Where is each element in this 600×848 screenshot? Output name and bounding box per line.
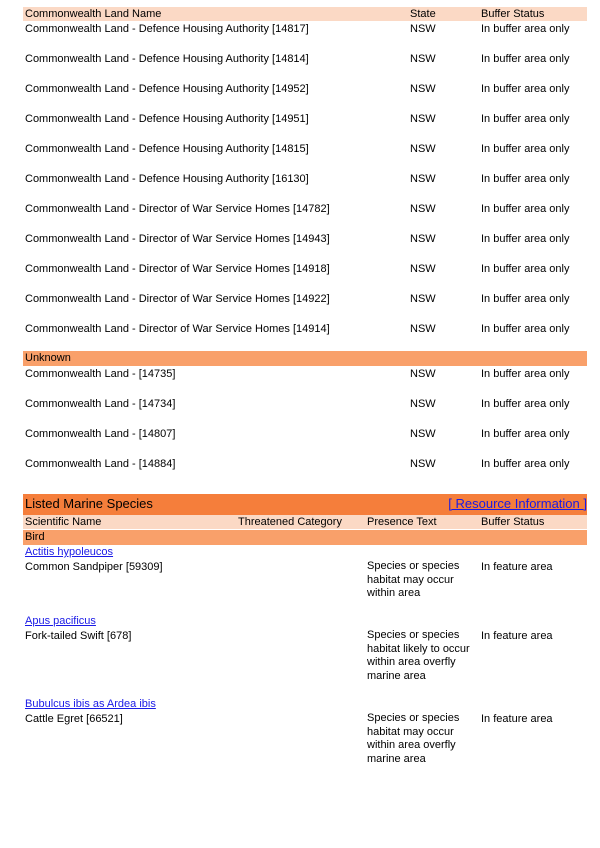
land-state: NSW [410, 143, 436, 155]
land-name: Commonwealth Land - Director of War Service Homes [14782] [25, 203, 330, 215]
land-state: NSW [410, 113, 436, 125]
marine-section-title: Listed Marine Species [25, 496, 153, 511]
land-state: NSW [410, 203, 436, 215]
land-name: Commonwealth Land - Defence Housing Authority [14815] [25, 143, 309, 155]
land-buffer-status: In buffer area only [481, 53, 570, 65]
land-buffer-status: In buffer area only [481, 263, 570, 275]
species-scientific-name-link[interactable]: Actitis hypoleucos [25, 546, 114, 558]
land-buffer-status: In buffer area only [481, 398, 570, 410]
land-buffer-status: In buffer area only [481, 458, 570, 470]
species-common-name: Fork-tailed Swift [678] [25, 630, 132, 642]
species-scientific-name-link[interactable]: Apus pacificus [25, 615, 96, 627]
land-name: Commonwealth Land - Director of War Service Homes [14914] [25, 323, 330, 335]
land-name: Commonwealth Land - Defence Housing Authority [16130] [25, 173, 309, 185]
land-name: Commonwealth Land - Director of War Service Homes [14943] [25, 233, 330, 245]
land-name: Commonwealth Land - Defence Housing Authority [14814] [25, 53, 309, 65]
land-state: NSW [410, 173, 436, 185]
species-presence-text: Species or species habitat likely to occur within area overfly marine area [367, 629, 470, 682]
land-state: NSW [410, 293, 436, 305]
species-common-name: Common Sandpiper [59309] [25, 561, 163, 573]
land-name: Commonwealth Land - [14884] [25, 458, 176, 470]
column-header-buffer: Buffer Status [481, 516, 545, 528]
land-name: Commonwealth Land - Director of War Service Homes [14922] [25, 293, 330, 305]
unknown-label: Unknown [25, 352, 71, 364]
land-state: NSW [410, 53, 436, 65]
unknown-section-header [23, 351, 587, 366]
land-name: Commonwealth Land - [14735] [25, 368, 176, 380]
column-header-threatened: Threatened Category [238, 516, 342, 528]
land-name: Commonwealth Land - Defence Housing Authority [14951] [25, 113, 309, 125]
land-name: Commonwealth Land - Defence Housing Authority [14817] [25, 23, 309, 35]
land-buffer-status: In buffer area only [481, 293, 570, 305]
land-state: NSW [410, 323, 436, 335]
land-buffer-status: In buffer area only [481, 173, 570, 185]
land-buffer-status: In buffer area only [481, 113, 570, 125]
land-buffer-status: In buffer area only [481, 83, 570, 95]
land-buffer-status: In buffer area only [481, 23, 570, 35]
column-header-buffer: Buffer Status [481, 8, 545, 20]
land-state: NSW [410, 428, 436, 440]
land-buffer-status: In buffer area only [481, 428, 570, 440]
land-state: NSW [410, 233, 436, 245]
land-state: NSW [410, 83, 436, 95]
column-header-scientific: Scientific Name [25, 516, 102, 528]
species-common-name: Cattle Egret [66521] [25, 713, 123, 725]
resource-information-link[interactable]: [ Resource Information ] [448, 496, 587, 511]
land-buffer-status: In buffer area only [481, 323, 570, 335]
bird-group-header [23, 530, 587, 545]
species-scientific-name-link[interactable]: Bubulcus ibis as Ardea ibis [25, 698, 156, 710]
land-name: Commonwealth Land - Defence Housing Authority [14952] [25, 83, 309, 95]
land-name: Commonwealth Land - [14807] [25, 428, 176, 440]
land-buffer-status: In buffer area only [481, 368, 570, 380]
land-buffer-status: In buffer area only [481, 143, 570, 155]
species-buffer-status: In feature area [481, 713, 553, 725]
column-header-name: Commonwealth Land Name [25, 8, 162, 20]
marine-table-header [23, 515, 587, 529]
land-state: NSW [410, 458, 436, 470]
group-label: Bird [25, 531, 45, 543]
land-buffer-status: In buffer area only [481, 203, 570, 215]
commonwealth-table-header [23, 7, 587, 21]
column-header-presence: Presence Text [367, 516, 437, 528]
land-state: NSW [410, 368, 436, 380]
land-state: NSW [410, 398, 436, 410]
species-presence-text: Species or species habitat may occur within area [367, 560, 460, 599]
species-buffer-status: In feature area [481, 630, 553, 642]
land-state: NSW [410, 263, 436, 275]
column-header-state: State [410, 8, 436, 20]
species-buffer-status: In feature area [481, 561, 553, 573]
land-name: Commonwealth Land - Director of War Service Homes [14918] [25, 263, 330, 275]
marine-section-header [23, 494, 587, 515]
land-name: Commonwealth Land - [14734] [25, 398, 176, 410]
species-presence-text: Species or species habitat may occur within area overfly marine area [367, 712, 460, 765]
land-state: NSW [410, 23, 436, 35]
land-buffer-status: In buffer area only [481, 233, 570, 245]
